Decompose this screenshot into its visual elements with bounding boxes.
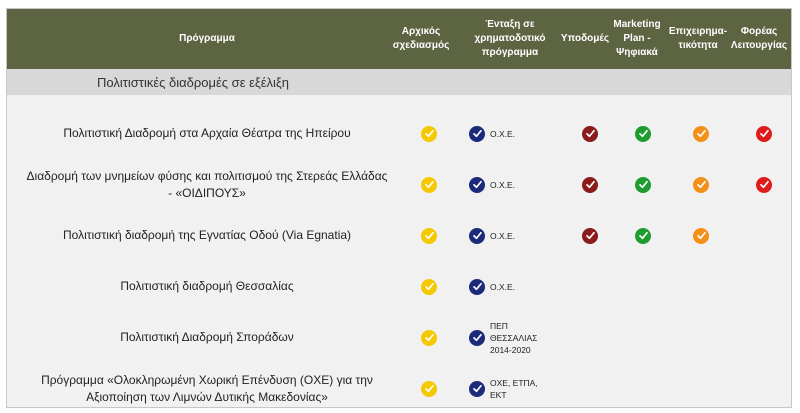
header-infrastructure: Υποδομές	[560, 33, 610, 44]
table-header	[7, 9, 791, 69]
table-row	[7, 261, 791, 312]
red-check-icon	[756, 177, 772, 193]
table-row	[7, 210, 791, 261]
funding-program: ΟΧΕ, ΕΤΠΑ, ΕΚΤ	[490, 377, 538, 400]
table-row	[7, 312, 791, 363]
funding-program: Ο.Χ.Ε.	[490, 179, 516, 190]
maroon-check-icon	[582, 228, 598, 244]
operator-cell	[744, 159, 784, 210]
operator-cell	[744, 363, 784, 408]
yellow-check-icon	[421, 330, 437, 346]
marketing-cell	[623, 363, 663, 408]
navy-check-icon	[469, 228, 485, 244]
yellow-check-icon	[421, 177, 437, 193]
funding-cell	[469, 108, 549, 159]
marketing-cell	[623, 108, 663, 159]
maroon-check-icon	[582, 177, 598, 193]
marketing-cell	[623, 312, 663, 363]
initial-design-cell	[387, 312, 471, 363]
program-name: Διαδρομή των μνημείων φύσης και πολιτισμού της Στερεάς Ελλάδας - «ΟΙΔΙΠΟΥΣ»	[26, 168, 388, 200]
red-check-icon	[756, 126, 772, 142]
entrepreneurship-cell	[681, 108, 721, 159]
initial-design-cell	[387, 108, 471, 159]
table-row	[7, 363, 791, 408]
operator-cell	[744, 108, 784, 159]
infrastructure-cell	[570, 108, 610, 159]
yellow-check-icon	[421, 126, 437, 142]
funding-program: Ο.Χ.Ε.	[490, 230, 516, 241]
navy-check-icon	[469, 126, 485, 142]
infrastructure-cell	[570, 363, 610, 408]
orange-check-icon	[693, 228, 709, 244]
entrepreneurship-cell	[681, 159, 721, 210]
entrepreneurship-cell	[681, 210, 721, 261]
orange-check-icon	[693, 126, 709, 142]
program-name: Πολιτιστική διαδρομή Θεσσαλίας	[120, 279, 294, 293]
header-initial-design: Αρχικός σχεδιασμός	[392, 26, 450, 51]
funding-cell	[469, 159, 549, 210]
green-check-icon	[635, 228, 651, 244]
program-name: Πολιτιστική διαδρομή της Εγνατίας Οδού (Via Egnatia)	[62, 228, 352, 242]
entrepreneurship-cell	[681, 261, 721, 312]
funding-cell	[469, 363, 549, 408]
navy-check-icon	[469, 330, 485, 346]
header-operator: Φορέας Λειτουργίας	[730, 26, 788, 51]
funding-cell	[469, 210, 549, 261]
navy-check-icon	[469, 381, 485, 397]
funding-program: ΠΕΠ ΘΕΣΣΑΛΙΑΣ 2014-2020	[490, 320, 538, 355]
status-table	[6, 8, 792, 408]
initial-design-cell	[387, 159, 471, 210]
infrastructure-cell	[570, 312, 610, 363]
table-row	[7, 159, 791, 210]
infrastructure-cell	[570, 210, 610, 261]
marketing-cell	[623, 210, 663, 261]
program-name: Πολιτιστική Διαδρομή στα Αρχαία Θέατρα της Ηπείρου	[63, 126, 351, 140]
yellow-check-icon	[421, 279, 437, 295]
navy-check-icon	[469, 279, 485, 295]
orange-check-icon	[693, 177, 709, 193]
marketing-cell	[623, 159, 663, 210]
operator-cell	[744, 261, 784, 312]
initial-design-cell	[387, 210, 471, 261]
header-program: Πρόγραμμα	[179, 33, 235, 44]
yellow-check-icon	[421, 381, 437, 397]
funding-program: Ο.Χ.Ε.	[490, 281, 516, 292]
entrepreneurship-cell	[681, 312, 721, 363]
program-name: Πολιτιστική Διαδρομή Σποράδων	[120, 330, 294, 344]
header-entrepreneurship: Επιχειρημα- τικότητα	[668, 26, 728, 51]
entrepreneurship-cell	[681, 363, 721, 408]
table-row	[7, 108, 791, 159]
funding-cell	[469, 312, 549, 363]
table-body	[7, 108, 791, 408]
infrastructure-cell	[570, 261, 610, 312]
navy-check-icon	[469, 177, 485, 193]
operator-cell	[744, 210, 784, 261]
funding-program: Ο.Χ.Ε.	[490, 128, 516, 139]
section-title: Πολιτιστικές διαδρομές σε εξέλιξη	[7, 69, 791, 95]
initial-design-cell	[387, 363, 471, 408]
green-check-icon	[635, 177, 651, 193]
initial-design-cell	[387, 261, 471, 312]
green-check-icon	[635, 126, 651, 142]
infrastructure-cell	[570, 159, 610, 210]
maroon-check-icon	[582, 126, 598, 142]
marketing-cell	[623, 261, 663, 312]
program-name: Πρόγραμμα «Ολοκληρωμένη Χωρική Επένδυση (ΟΧΕ) για την Αξιοποίηση των Λιμνών Δυτικής Μακεδονίας»	[41, 372, 373, 404]
yellow-check-icon	[421, 228, 437, 244]
header-marketing: Marketing Plan - Ψηφιακά	[613, 19, 661, 58]
header-funding: Ένταξη σε χρηματοδοτικό πρόγραμμα	[474, 19, 546, 58]
funding-cell	[469, 261, 549, 312]
operator-cell	[744, 312, 784, 363]
